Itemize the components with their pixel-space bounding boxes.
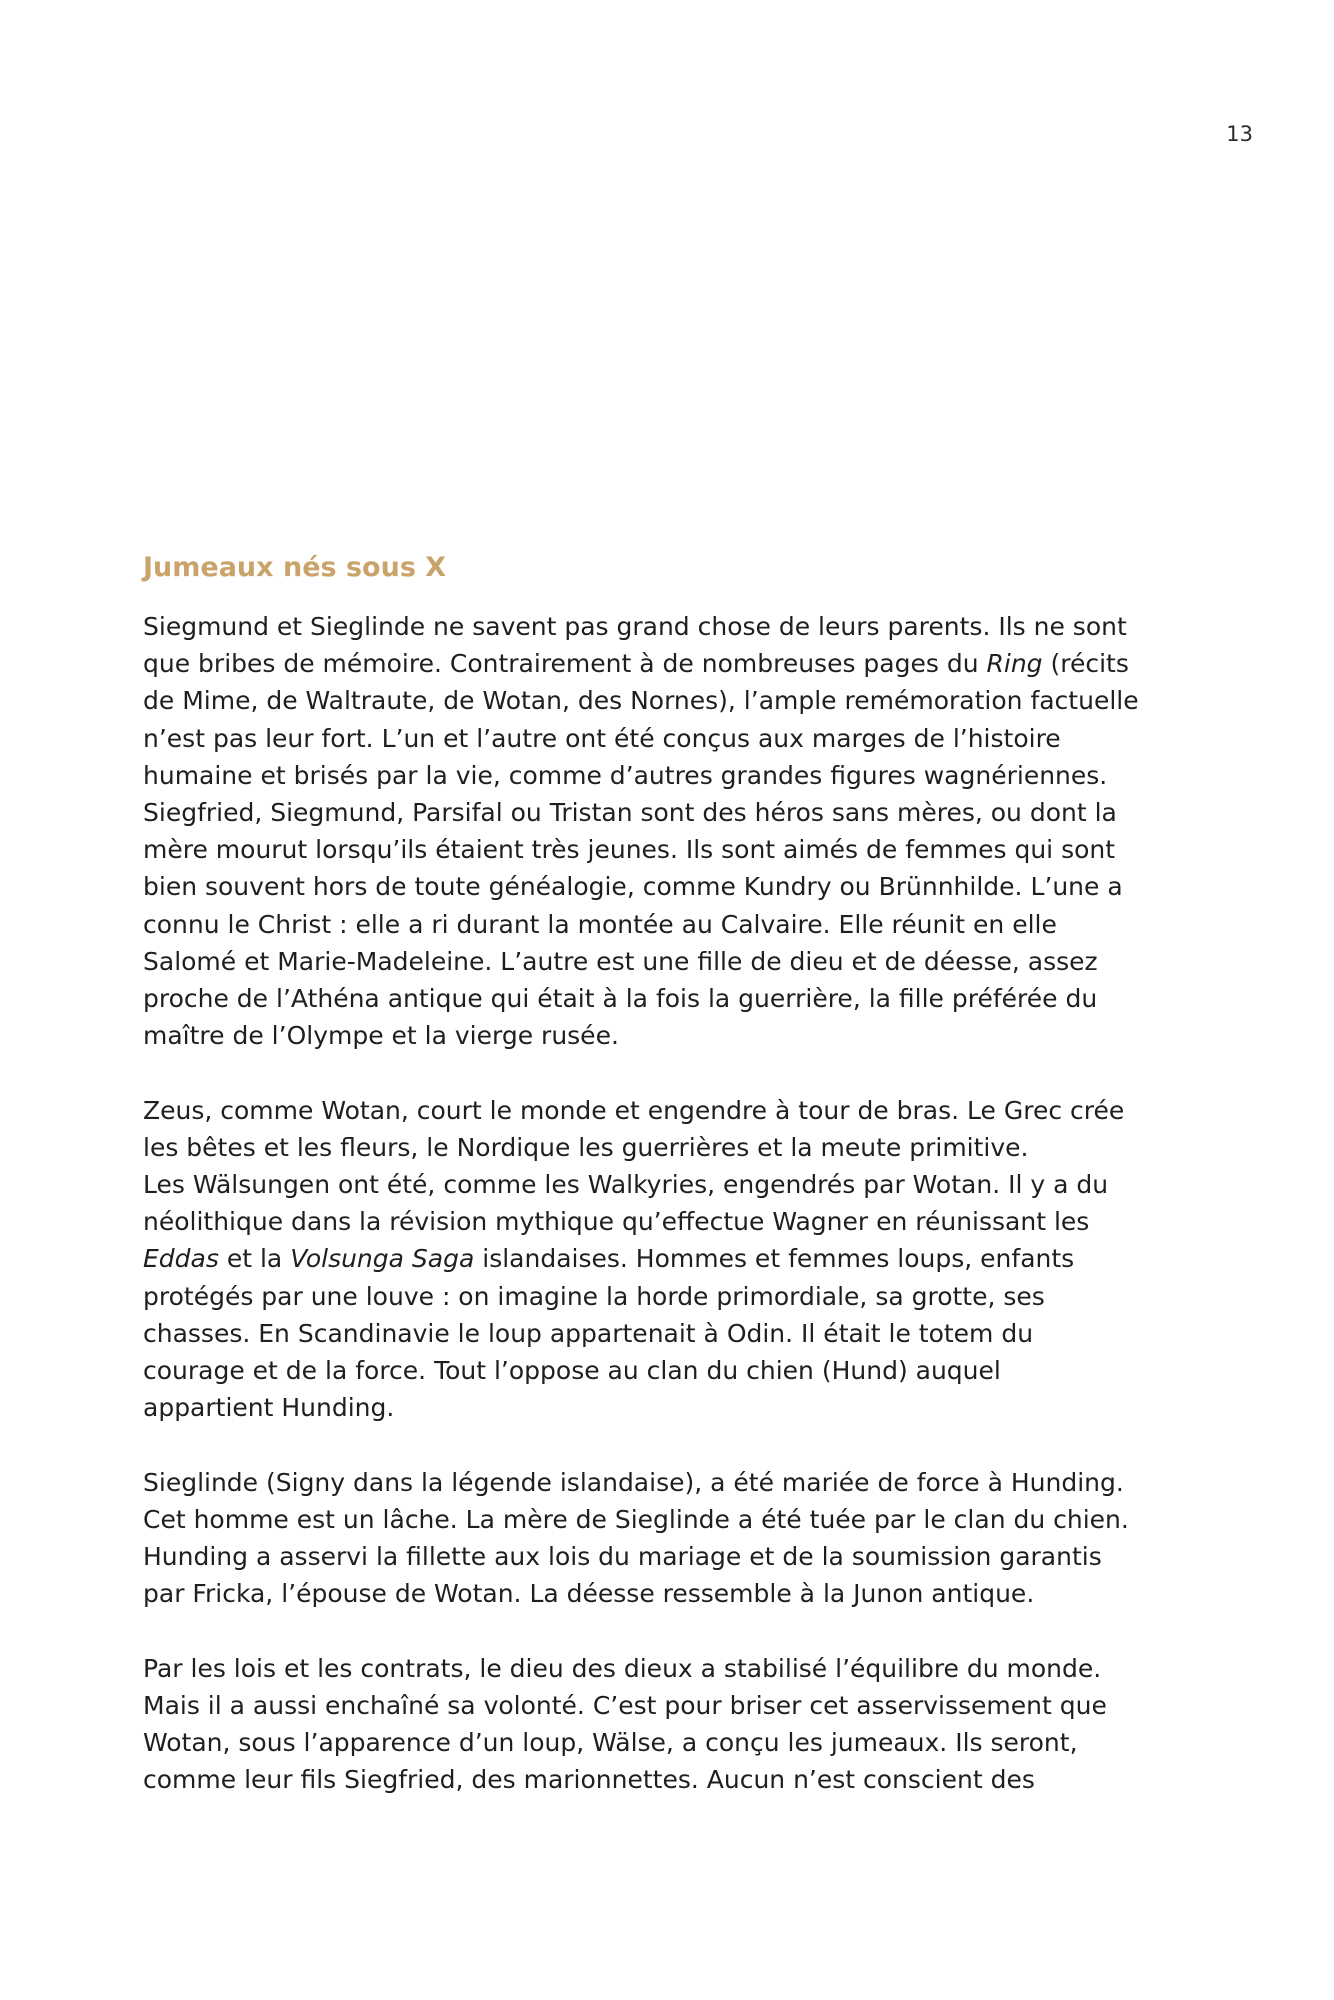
paragraph (143, 1464, 1203, 1613)
italic-title: Ring (986, 649, 1043, 679)
text-run: courage et de la force. Tout l’oppose au clan du chien (Hund) auquel (143, 1356, 1001, 1386)
text-line (143, 1464, 1203, 1501)
text-line (143, 1092, 1203, 1129)
text-line (143, 1352, 1203, 1389)
text-run: Par les lois et les contrats, le dieu des dieux a stabilisé l’équilibre du monde. (143, 1653, 1102, 1683)
text-run: de Mime, de Waltraute, de Wotan, des Nornes), l’ample remémoration factuelle (143, 686, 1139, 716)
page-content (143, 548, 1203, 1798)
text-line (143, 1389, 1203, 1426)
text-line (143, 868, 1203, 905)
page-number: 13 (1226, 122, 1253, 146)
text-line (143, 1501, 1203, 1538)
italic-title: Volsunga Saga (290, 1244, 475, 1274)
text-run: (récits (1042, 649, 1129, 679)
text-line (143, 831, 1203, 868)
paragraph (143, 608, 1203, 1054)
text-run: proche de l’Athéna antique qui était à la fois la guerrière, la fille préférée du (143, 984, 1098, 1014)
text-run: appartient Hunding. (143, 1393, 395, 1423)
text-run: connu le Christ : elle a ri durant la montée au Calvaire. Elle réunit en elle (143, 909, 1057, 939)
text-line (143, 943, 1203, 980)
text-line (143, 1129, 1203, 1166)
text-line (143, 1575, 1203, 1612)
text-run: Sieglinde (Signy dans la légende islandaise), a été mariée de force à Hunding. (143, 1467, 1124, 1497)
text-line (143, 1240, 1203, 1277)
text-line (143, 608, 1203, 645)
text-line (143, 682, 1203, 719)
text-run: Siegfried, Siegmund, Parsifal ou Tristan sont des héros sans mères, ou dont la (143, 798, 1117, 828)
text-run: Zeus, comme Wotan, court le monde et engendre à tour de bras. Le Grec crée (143, 1095, 1125, 1125)
text-run: islandaises. Hommes et femmes loups, enfants (474, 1244, 1075, 1274)
text-line (143, 1017, 1203, 1054)
text-line (143, 1761, 1203, 1798)
text-run: Cet homme est un lâche. La mère de Sieglinde a été tuée par le clan du chien. (143, 1504, 1129, 1534)
text-run: et la (218, 1244, 291, 1274)
text-run: Les Wälsungen ont été, comme les Walkyries, engendrés par Wotan. Il y a du (143, 1170, 1109, 1200)
text-line (143, 1315, 1203, 1352)
text-run: les bêtes et les fleurs, le Nordique les guerrières et la meute primitive. (143, 1132, 1029, 1162)
text-line (143, 1203, 1203, 1240)
text-run: Salomé et Marie-Madeleine. L’autre est une fille de dieu et de déesse, assez (143, 946, 1098, 976)
text-line (143, 1687, 1203, 1724)
text-run: Wotan, sous l’apparence d’un loup, Wälse, a conçu les jumeaux. Ils seront, (143, 1728, 1078, 1758)
text-run: chasses. En Scandinavie le loup appartenait à Odin. Il était le totem du (143, 1318, 1034, 1348)
text-line (143, 906, 1203, 943)
text-line (143, 1650, 1203, 1687)
text-run: humaine et brisés par la vie, comme d’autres grandes figures wagnériennes. (143, 760, 1108, 790)
text-run: mère mourut lorsqu’ils étaient très jeunes. Ils sont aimés de femmes qui sont (143, 835, 1116, 865)
text-line (143, 1724, 1203, 1761)
italic-title: Eddas (143, 1244, 219, 1274)
text-run: protégés par une louve : on imagine la horde primordiale, sa grotte, ses (143, 1281, 1045, 1311)
text-run: Hunding a asservi la fillette aux lois du mariage et de la soumission garantis (143, 1542, 1102, 1572)
section-heading: Jumeaux nés sous X (143, 552, 447, 583)
body-text (143, 608, 1203, 1798)
text-run: néolithique dans la révision mythique qu’effectue Wagner en réunissant les (143, 1207, 1090, 1237)
text-line (143, 1166, 1203, 1203)
text-line (143, 1538, 1203, 1575)
text-line (143, 757, 1203, 794)
text-line (143, 794, 1203, 831)
text-line (143, 720, 1203, 757)
text-line (143, 645, 1203, 682)
text-line (143, 1278, 1203, 1315)
text-run: Mais il a aussi enchaîné sa volonté. C’est pour briser cet asservissement que (143, 1690, 1107, 1720)
text-run: n’est pas leur fort. L’un et l’autre ont été conçus aux marges de l’histoire (143, 723, 1061, 753)
text-run: maître de l’Olympe et la vierge rusée. (143, 1021, 619, 1051)
text-run: Siegmund et Sieglinde ne savent pas grand chose de leurs parents. Ils ne sont (143, 612, 1127, 641)
text-line (143, 980, 1203, 1017)
text-run: que bribes de mémoire. Contrairement à de nombreuses pages du (143, 649, 987, 679)
paragraph (143, 1650, 1203, 1799)
paragraph (143, 1092, 1203, 1427)
text-run: bien souvent hors de toute généalogie, comme Kundry ou Brünnhilde. L’une a (143, 872, 1123, 902)
text-run: par Fricka, l’épouse de Wotan. La déesse ressemble à la Junon antique. (143, 1579, 1035, 1609)
text-run: comme leur fils Siegfried, des marionnettes. Aucun n’est conscient des (143, 1765, 1035, 1795)
